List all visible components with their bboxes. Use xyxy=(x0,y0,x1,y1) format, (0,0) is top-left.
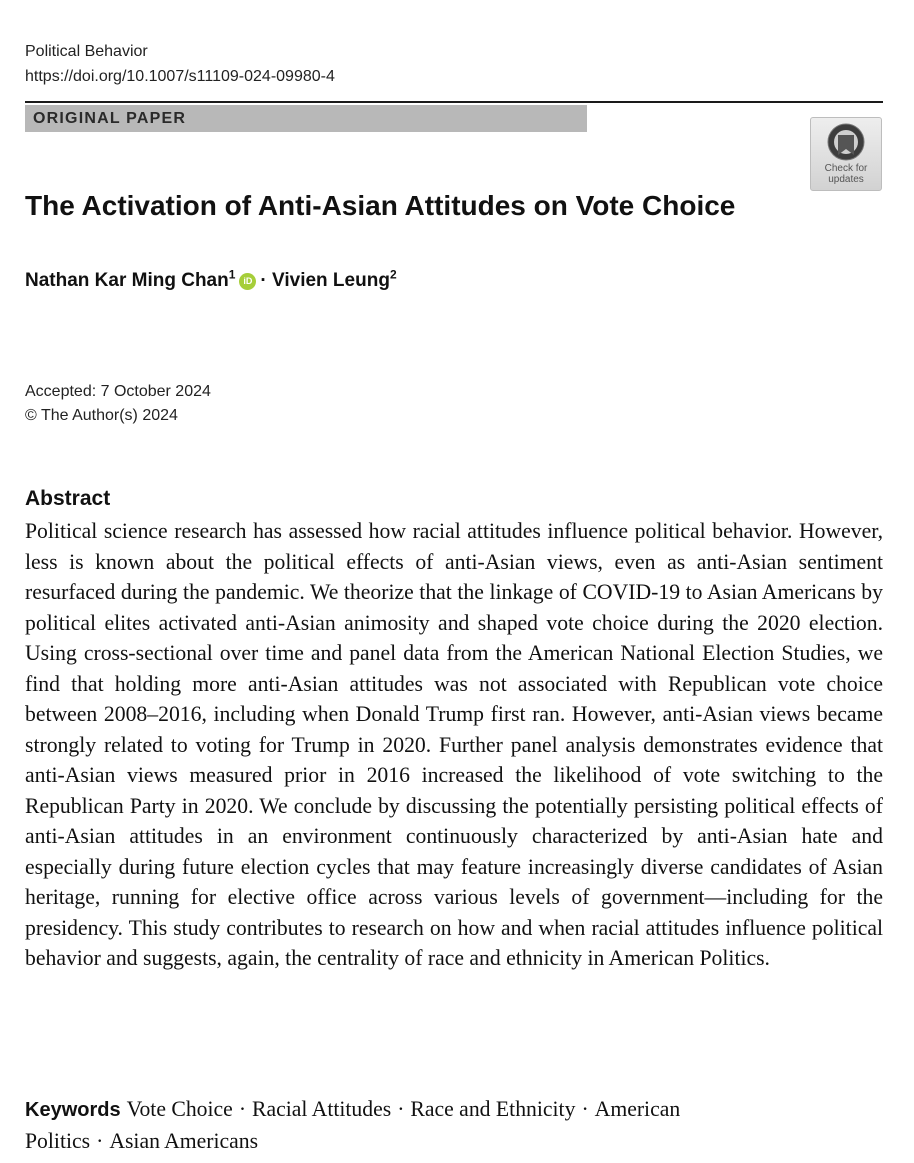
keywords-label: Keywords xyxy=(25,1099,121,1121)
journal-name: Political Behavior xyxy=(25,43,148,60)
author-name[interactable]: Vivien Leung xyxy=(272,270,390,291)
orcid-icon[interactable]: iD xyxy=(239,273,256,290)
keyword: Vote Choice xyxy=(126,1097,233,1121)
author-affiliation: 2 xyxy=(389,267,397,282)
keyword: Racial Attitudes xyxy=(252,1097,392,1121)
copyright-notice: © The Author(s) 2024 xyxy=(25,407,178,424)
article-type-band: ORIGINAL PAPER xyxy=(25,105,587,132)
abstract-heading: Abstract xyxy=(25,487,111,510)
keyword-separator: · xyxy=(96,1128,104,1153)
keywords-section xyxy=(25,1094,815,1156)
keyword-separator: · xyxy=(238,1097,247,1121)
doi-link[interactable]: https://doi.org/10.1007/s11109-024-09980-4 xyxy=(25,68,335,85)
keyword: Race and Ethnicity xyxy=(410,1097,576,1121)
header-rule xyxy=(25,101,883,103)
crossmark-label-line2: updates xyxy=(828,174,864,185)
check-for-updates-button[interactable] xyxy=(810,117,882,191)
author-name[interactable]: Nathan Kar Ming Chan xyxy=(25,270,229,291)
keyword-separator: · xyxy=(581,1097,589,1121)
crossmark-label-line1: Check for xyxy=(824,163,868,174)
keyword-separator: · xyxy=(397,1097,405,1121)
abstract-text: Political science research has assessed how racial attitudes influence political behavior. However, less is known about the political effects of anti-Asian views, even as anti-Asian sentiment resurfaced during the pandemic. We theorize that the linkage of COVID-19 to Asian Americans by political elites activated anti-Asian animosity and shaped vote choice during the 2020 election. Using cross-sectional over time and panel data from the American National Election Studies, we find that holding more anti-Asian attitudes was not associated with Republican vote choice between 2008–2016, including when Donald Trump first ran. However, anti-Asian views became strongly related to voting for Trump in 2020. Further panel analysis demonstrates evidence that anti-Asian views measured prior in 2016 increased the likelihood of vote switching to the Republican Party in 2020. We conclude by discussing the potentially persisting political effects of anti-Asian attitudes in an environment continuously characterized by anti-Asian hate and especially during future election cycles that may feature increasingly diverse candidates of Asian heritage, running for elective office across various levels of government—including for the presidency. This study contributes to research on how and when racial attitudes influence political behavior and suggests, again, the centrality of race and ethnicity in American Politics. xyxy=(25,519,883,970)
author-separator: · xyxy=(260,270,267,291)
crossmark-label xyxy=(811,163,881,185)
author-list xyxy=(25,268,397,294)
author-affiliation: 1 xyxy=(228,267,236,282)
paper-title: The Activation of Anti-Asian Attitudes on Vote Choice xyxy=(25,190,736,221)
accepted-date: Accepted: 7 October 2024 xyxy=(25,383,211,400)
keyword: American Politics xyxy=(25,1097,681,1153)
keyword: Asian Americans xyxy=(109,1128,259,1153)
crossmark-icon xyxy=(823,122,869,164)
